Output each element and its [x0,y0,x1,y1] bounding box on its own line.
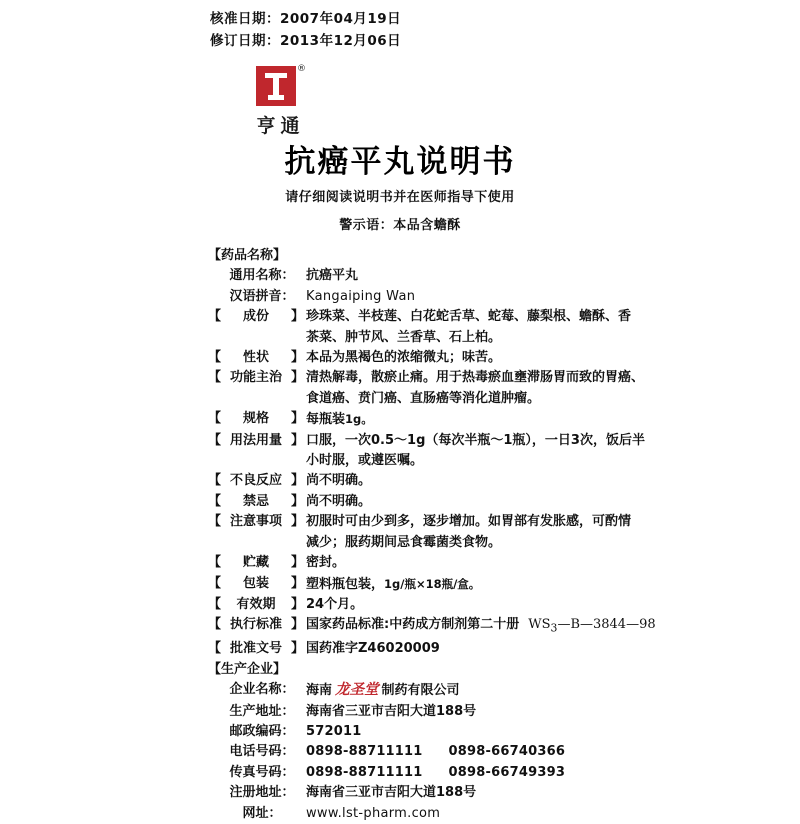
value-contraindications: 尚不明确。 [306,493,372,509]
label-dosage [208,431,304,451]
label-dosage-text: 用法用量 [229,432,282,448]
bracket-open: 【 [208,350,222,366]
label-approval-number-text: 批准文号 [229,641,282,657]
logo-brand-name: 亨通 [256,115,305,137]
label-contraindications [208,492,304,512]
row-company-name [208,680,678,701]
bracket-close: 】 [290,575,304,591]
bracket-close: 】 [290,493,304,509]
label-adverse-reactions [208,471,304,491]
brand-logo [243,66,313,138]
label-production-address-text: 生产地址： [229,703,295,719]
standard-code-prefix: WS [528,617,551,633]
row-phone [208,742,678,762]
value-specification-unit: 1g。 [345,412,373,427]
bracket-close: 】 [290,432,304,448]
insert-body [208,246,678,824]
bracket-open: 【 [208,514,222,530]
row-specification [208,409,678,430]
label-ingredients [208,307,304,327]
bracket-open: 【 [208,493,222,509]
row-packaging [208,574,678,595]
row-registered-address [208,783,678,803]
bracket-close: 】 [290,555,304,571]
warning-statement: 警示语：本品含蟾酥 [339,218,461,233]
value-postcode: 572011 [306,723,362,739]
label-generic-name-text: 通用名称： [229,268,295,284]
label-specification-text: 规格 [242,411,269,427]
label-storage-text: 贮藏 [242,555,269,571]
row-properties [208,348,678,368]
label-phone-text: 电话号码： [229,744,295,760]
value-phone [304,742,678,762]
label-website [208,804,304,824]
value-specification-prefix: 每瓶装 [306,412,346,428]
row-shelf-life [208,595,678,615]
bracket-open: 【 [208,596,222,612]
label-specification [208,409,304,429]
label-contraindications-text: 禁忌 [242,493,269,509]
bracket-open: 【 [208,617,222,633]
label-drug-name: 【药品名称】 [208,248,287,263]
approval-date: 核准日期：2007年04月19日 [210,11,402,27]
value-pinyin: Kangaiping Wan [306,288,416,304]
bracket-close: 】 [290,641,304,657]
bracket-close: 】 [290,514,304,530]
bracket-open: 【 [208,641,222,657]
label-registered-address [208,783,304,803]
revision-date: 修订日期：2013年12月06日 [210,33,402,49]
row-storage [208,553,678,573]
row-contraindications [208,492,678,512]
value-approval-number: 国药准字Z46020009 [306,641,440,657]
row-postcode [208,722,678,742]
value-production-address: 海南省三亚市吉阳大道188号 [306,703,477,719]
value-company-name [304,680,678,701]
value-properties: 本品为黑褐色的浓缩微丸；味苦。 [306,350,502,366]
label-precautions [208,512,304,532]
bracket-close: 】 [290,473,304,489]
row-generic-name [208,266,678,286]
page-subtitle: 请仔细阅读说明书并在医师指导下使用 [285,190,515,205]
bracket-open: 【 [208,575,222,591]
label-properties-text: 性状 [242,350,269,366]
logo-t-base-bar [268,95,284,100]
label-indications [208,368,304,388]
value-standard-text: 国家药品标准:中药成方制剂第二十册 [306,617,520,633]
standard-code-rest: —B—3844—98 [557,617,656,633]
bracket-open: 【 [208,411,222,427]
row-drug-name-header [208,246,678,266]
label-adverse-reactions-text: 不良反应 [229,473,282,489]
label-production-address [208,702,304,722]
label-pinyin-text: 汉语拼音： [229,288,295,304]
bracket-open: 【 [208,370,222,386]
bracket-open: 【 [208,473,222,489]
label-properties [208,348,304,368]
label-packaging [208,574,304,594]
bracket-close: 】 [290,617,304,633]
bracket-open: 【 [208,309,222,325]
value-dosage-line2: 小时服，或遵医嘱。 [306,453,424,469]
value-storage: 密封。 [306,555,346,571]
value-specification [304,409,678,430]
fax-number-2: 0898-66749393 [448,764,566,780]
bracket-close: 】 [290,596,304,612]
label-postcode-text: 邮政编码： [229,723,295,739]
value-dosage-line1: 口服，一次0.5～1g（每次半瓶～1瓶），一日3次，饭后半 [306,432,645,448]
company-brand-name: 龙圣堂 [335,681,379,699]
row-indications [208,368,678,388]
label-postcode [208,722,304,742]
value-generic-name: 抗癌平丸 [306,268,359,284]
label-shelf-life [208,595,304,615]
logo-mark-icon [256,64,306,110]
row-fax [208,763,678,783]
bracket-open: 【 [208,555,222,571]
company-name-suffix: 制药有限公司 [381,683,460,699]
bracket-close: 】 [290,309,304,325]
value-registered-address: 海南省三亚市吉阳大道188号 [306,785,477,801]
standard-code-subscript: 3 [550,621,558,635]
label-pinyin [208,287,304,307]
bracket-close: 】 [290,370,304,386]
label-generic-name [208,266,304,286]
row-approval-number [208,639,678,659]
value-packaging [304,574,678,595]
label-standard-text: 执行标准 [229,617,282,633]
row-pinyin [208,287,678,307]
label-registered-address-text: 注册地址： [229,785,295,801]
row-precautions [208,512,678,532]
header-dates [210,8,401,52]
bracket-close: 】 [290,350,304,366]
row-website [208,804,678,824]
company-name-prefix: 海南 [306,683,333,699]
label-fax-text: 传真号码： [229,764,295,780]
value-indications-line1: 清热解毒，散瘀止痛。用于热毒瘀血壅滞肠胃而致的胃癌、 [306,370,645,386]
label-indications-text: 功能主治 [229,370,282,386]
value-precautions-line1: 初服时可由少到多，逐步增加。如胃部有发胀感，可酌情 [306,514,632,530]
row-manufacturer-header [208,660,678,680]
value-packaging-spec: 1g/瓶×18瓶/盒。 [384,576,481,591]
phone-number-2: 0898-66740366 [448,744,566,760]
label-phone [208,742,304,762]
bracket-close: 】 [290,411,304,427]
value-standard-code [528,617,656,635]
registered-trademark-icon: ® [297,64,306,74]
value-website[interactable]: www.lst-pharm.com [306,805,441,821]
value-packaging-prefix: 塑料瓶包装， [306,576,385,592]
value-shelf-life: 24个月。 [306,596,364,612]
value-ingredients-line1: 珍珠菜、半枝莲、白花蛇舌草、蛇莓、藤梨根、蟾酥、香 [306,309,632,325]
label-precautions-text: 注意事项 [229,514,282,530]
label-manufacturer: 【生产企业】 [208,661,287,677]
label-website-text: 网址： [242,805,282,821]
row-ingredients [208,307,678,327]
page-title: 抗癌平丸说明书 [284,144,516,180]
value-ingredients-line2: 茶菜、肿节风、兰香草、石上柏。 [306,329,502,345]
value-adverse-reactions: 尚不明确。 [306,473,372,489]
bracket-open: 【 [208,432,222,448]
label-storage [208,553,304,573]
phone-number-1: 0898-88711111 [306,744,423,760]
label-company-name [208,680,304,700]
row-production-address [208,702,678,722]
label-shelf-life-text: 有效期 [236,596,276,612]
value-standard [304,615,678,639]
value-fax [304,763,678,783]
row-adverse-reactions [208,471,678,491]
label-ingredients-text: 成份 [242,309,269,325]
fax-number-1: 0898-88711111 [306,764,423,780]
value-precautions-line2: 减少；服药期间忌食霉菌类食物。 [306,534,502,550]
label-standard [208,615,304,635]
label-approval-number [208,639,304,659]
value-indications-line2: 食道癌、贲门癌、直肠癌等消化道肿瘤。 [306,390,541,406]
label-company-name-text: 企业名称： [229,682,295,698]
row-dosage [208,431,678,451]
label-fax [208,763,304,783]
row-standard [208,615,678,639]
label-packaging-text: 包装 [242,575,269,591]
